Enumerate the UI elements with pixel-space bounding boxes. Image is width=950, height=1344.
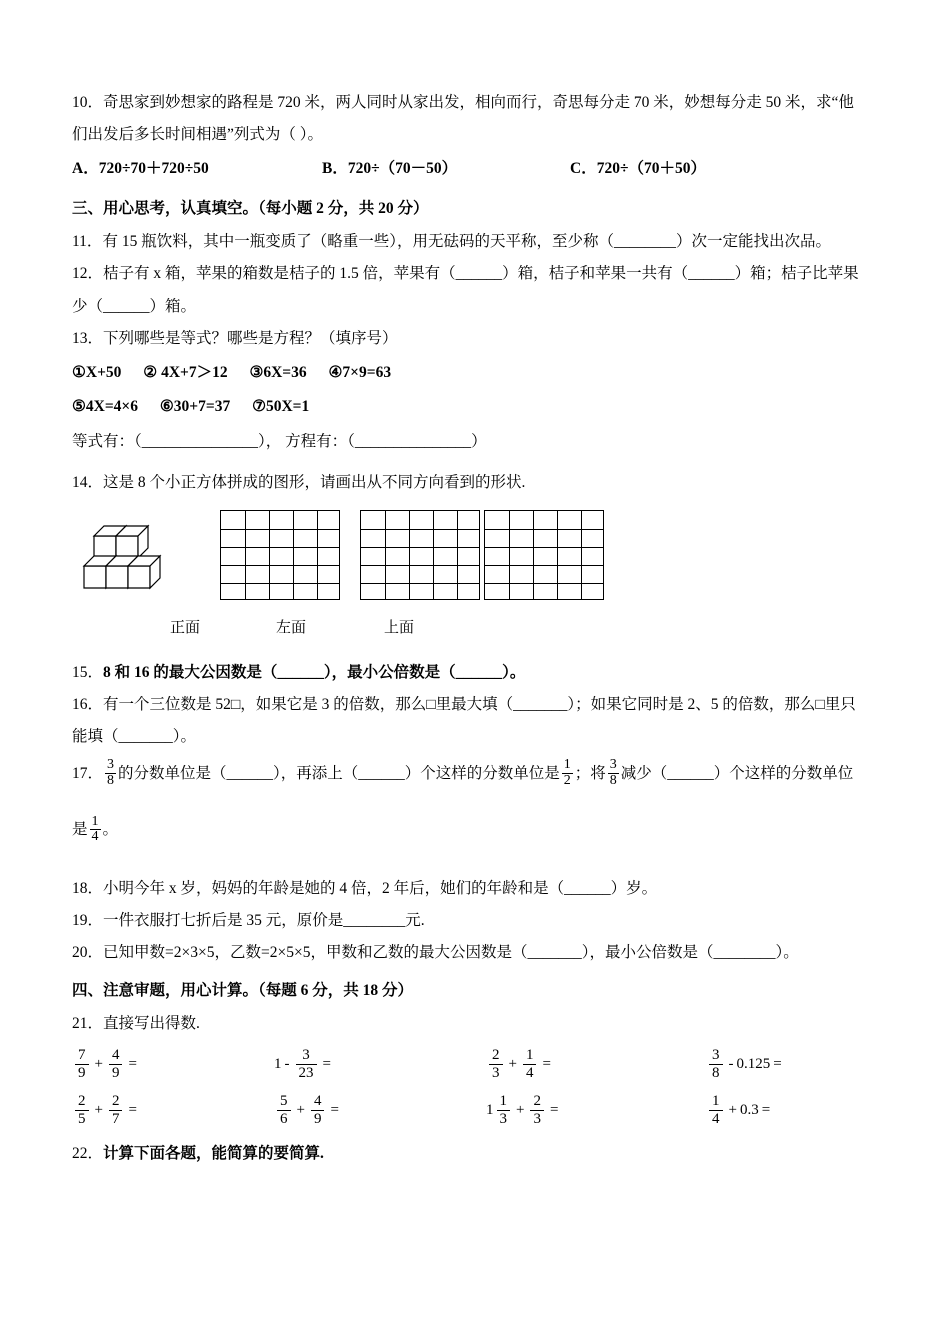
question-16-text-line2: 能填（_______）。 [72,728,197,746]
frac-4-9-b: $\frac{4}{9}$ [311,1093,325,1129]
question-16 [72,690,884,720]
question-12-text-line1: 桔子有 x 箱，苹果的箱数是桔子的 1.5 倍，苹果有（______）箱，桔子和苹果一共有（______）箱；桔子比苹果 [103,265,859,283]
equals-2: = [322,1055,331,1072]
calc-item-8 [660,1093,880,1129]
label-front: 正面 [170,620,201,636]
question-17-part2: ；将 [574,764,606,782]
cube-stack-icon [72,508,192,612]
calc-row-2 [72,1087,884,1133]
question-19-number: 19． [72,912,104,930]
fraction-3-8-a: $\frac{3}{8}$ [107,756,115,788]
question-20-text: 已知甲数=2×3×5，乙数=2×5×5，甲数和乙数的最大公因数是（_______），最小公倍数是（________）。 [103,944,799,962]
frac-3-23: $\frac{3}{23}$ [296,1047,317,1083]
calc-item-2 [246,1047,448,1083]
decimal-03: 0.3 [739,1101,759,1118]
eq-item-1: ①X+50 [72,363,122,381]
question-14-figure [72,504,884,654]
question-12 [72,259,884,289]
question-10-number: 10． [72,94,104,111]
op-plus-3: + [94,1101,103,1118]
question-21 [72,1009,884,1039]
question-17-line2 [72,815,884,846]
page-content [72,88,884,1172]
question-20 [72,938,884,968]
int-1: 1 [274,1055,282,1072]
question-20-number: 20． [72,944,104,962]
frac-2-3: $\frac{2}{3}$ [489,1047,503,1083]
equals-7: = [549,1101,559,1118]
choice-b[interactable]: B．720÷（70－50） [322,160,458,178]
answer-grid-left[interactable] [360,510,480,600]
eq-item-3: ③6X=36 [249,363,307,381]
op-plus-6: + [728,1101,737,1118]
calc-item-5 [72,1093,246,1129]
question-13-text: 下列哪些是等式？哪些是方程？（填序号） [103,329,398,347]
question-19 [72,906,884,936]
eq-item-6: ⑥30+7=37 [159,398,231,416]
question-16-line2 [72,722,884,752]
equals-5: = [128,1101,137,1118]
frac-1-4-b: $\frac{1}{4}$ [709,1093,723,1129]
calc-item-7 [448,1093,660,1129]
calc-item-1 [72,1047,246,1083]
question-17-part4: 是 [72,821,88,839]
question-18-number: 18． [72,879,104,897]
op-plus-4: + [296,1101,305,1118]
question-18 [72,874,884,904]
mixed-1-1-3 [486,1093,513,1129]
question-17-number: 17． [72,764,104,782]
question-16-text-line1: 有一个三位数是 52□，如果它是 3 的倍数，那么□里最大填（_______）；如果它同时是 2、5 的倍数，那么□里只 [103,696,856,714]
question-10-text-line2: 们出发后多长时间相遇”列式为（ ）。 [72,126,324,144]
answer-grid-front[interactable] [220,510,340,600]
fraction-1-4: $\frac{1}{4}$ [91,813,99,845]
question-11 [72,227,884,257]
question-22-text: 计算下面各题，能简算的要简算. [103,1145,324,1163]
eq-item-4: ④7×9=63 [328,363,392,381]
question-13-number: 13． [72,329,104,347]
choice-a[interactable]: A．720÷70＋720÷50 [72,160,209,178]
question-14-number: 14． [72,473,104,491]
question-19-text: 一件衣服打七折后是 35 元，原价是________元. [103,912,425,930]
decimal-0125: 0.125 [736,1055,771,1072]
op-minus-2: - [728,1055,734,1072]
equals-4: = [773,1055,782,1072]
section-3-heading: 三、用心思考，认真填空。（每小题 2 分，共 20 分） [72,199,429,217]
fraction-3-8-b: $\frac{3}{8}$ [609,756,617,788]
op-plus-5: + [516,1101,525,1118]
question-17-part1: 的分数单位是（______），再添上（______）个这样的分数单位是 [118,764,560,782]
frac-2-3-b: $\frac{2}{3}$ [530,1093,544,1129]
question-13-items-row2 [72,390,884,424]
question-22-number: 22． [72,1145,104,1163]
equals-8: = [761,1101,771,1118]
question-12-line2 [72,292,884,322]
frac-5-6: $\frac{5}{6}$ [277,1093,291,1129]
question-10-text-line1: 奇思家到妙想家的路程是 720 米，两人同时从家出发，相向而行，奇思每分走 70 米，妙想每分走 50 米，求“他 [103,94,854,111]
frac-1-3: $\frac{1}{3}$ [497,1093,511,1129]
equals-6: = [330,1101,339,1118]
frac-4-9: $\frac{4}{9}$ [109,1047,123,1083]
op-plus-1: + [94,1055,103,1072]
equals-3: = [542,1055,551,1072]
question-12-text-line2: 少（______）箱。 [72,297,197,315]
question-21-number: 21． [72,1015,104,1033]
question-10 [72,88,884,118]
question-10-line2 [72,120,884,150]
frac-2-7: $\frac{2}{7}$ [109,1093,123,1129]
calc-item-4 [660,1047,880,1083]
question-10-choices [72,152,884,186]
label-left: 左面 [276,620,307,636]
eq-item-5: ⑤4X=4×6 [72,398,139,416]
calc-item-3 [448,1047,660,1083]
question-13-items-row1 [72,356,884,390]
answer-grid-top[interactable] [484,510,604,600]
question-15-text: 8 和 16 的最大公因数是（______），最小公倍数是（______）。 [103,664,526,681]
question-21-text: 直接写出得数. [103,1015,200,1033]
question-14-text: 这是 8 个小正方体拼成的图形，请画出从不同方向看到的形状. [103,473,526,491]
op-plus-2: + [508,1055,517,1072]
frac-3-8: $\frac{3}{8}$ [709,1047,723,1083]
label-top: 上面 [384,620,415,636]
frac-1-4: $\frac{1}{4}$ [523,1047,537,1083]
calc-item-6 [246,1093,448,1129]
eq-item-2: ② 4X+7＞12 [143,363,228,381]
op-minus-1: - [284,1055,290,1072]
question-15-number: 15． [72,664,104,681]
mixed-whole: 1 [486,1101,494,1118]
equals-1: = [128,1055,137,1072]
question-16-number: 16． [72,696,104,714]
calc-row-1 [72,1041,884,1087]
eq-item-7: ⑦50X=1 [252,398,310,416]
question-22 [72,1139,884,1169]
question-11-text: 有 15 瓶饮料，其中一瓶变质了（略重一些），用无砝码的天平称，至少称（________）次一定能找出次品。 [102,233,831,251]
question-12-number: 12． [72,265,104,283]
question-13 [72,324,884,354]
frac-7-9: $\frac{7}{9}$ [75,1047,89,1083]
question-11-number: 11． [72,233,103,251]
question-17-part5: 。 [102,821,119,839]
question-13-answer-line[interactable]: 等式有：（_______________）， 方程有：（_______________） [72,433,487,451]
frac-2-5: $\frac{2}{5}$ [75,1093,89,1129]
fraction-1-2: $\frac{1}{2}$ [563,756,571,788]
question-18-text: 小明今年 x 岁，妈妈的年龄是她的 4 倍，2 年后，她们的年龄和是（______）岁。 [103,879,658,897]
section-4-title: 四、注意审题，用心计算。（每题 6 分，共 18 分） [72,981,414,999]
question-14 [72,468,884,498]
question-17-part3: 减少（______）个这样的分数单位 [620,764,854,782]
question-17 [72,756,884,790]
choice-c[interactable]: C．720÷（70＋50） [570,160,706,178]
question-15 [72,658,884,688]
